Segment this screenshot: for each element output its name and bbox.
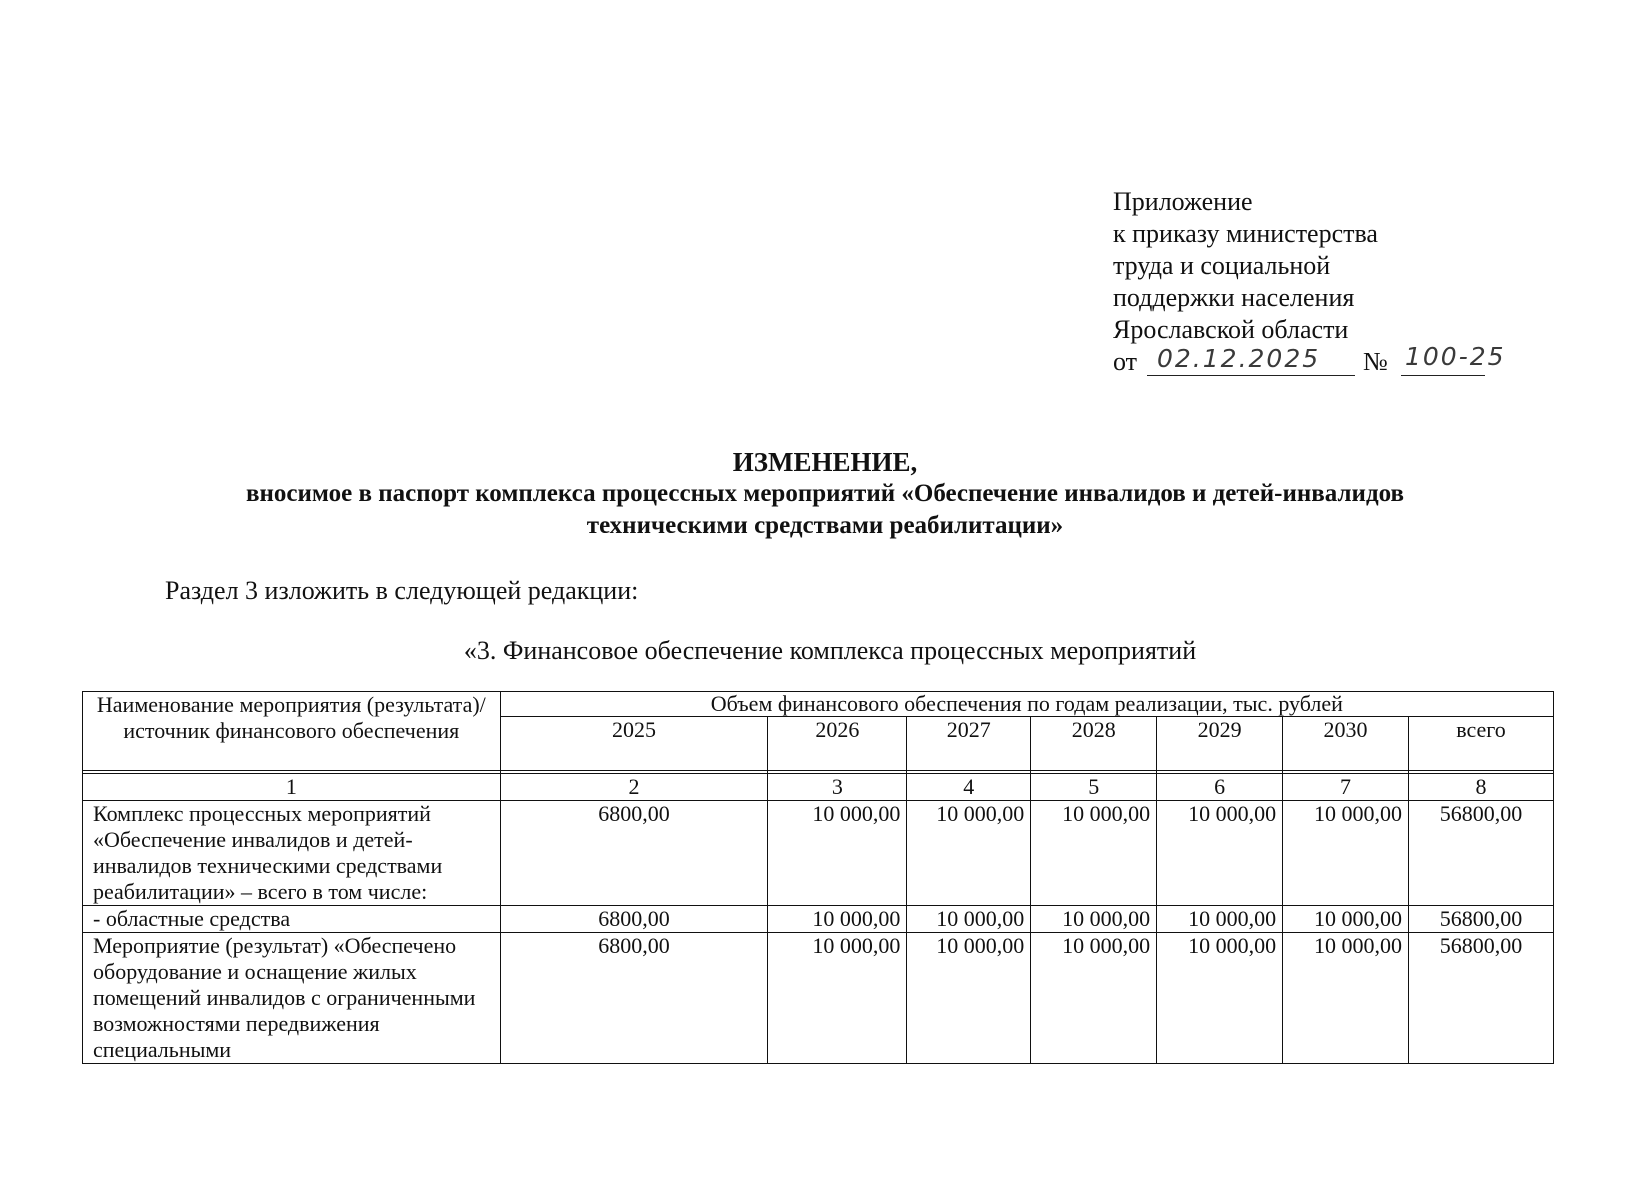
number-label: №	[1363, 347, 1388, 376]
header-year: 2025	[500, 717, 768, 771]
header-name-col: Наименование мероприятия (результата)/ источник финансового обеспечения	[83, 692, 501, 771]
header-year: 2027	[907, 717, 1031, 771]
row-value: 10 000,00	[1283, 933, 1409, 1064]
row-value: 10 000,00	[907, 933, 1031, 1064]
header-group: Объем финансового обеспечения по годам реализации, тыс. рублей	[500, 692, 1553, 717]
header-row-group	[83, 692, 1554, 717]
subsection-title: «3. Финансовое обеспечение комплекса процессных мероприятий	[463, 636, 1197, 665]
column-number: 3	[768, 774, 907, 801]
handwritten-number: 100-25	[1405, 342, 1506, 371]
column-number: 2	[500, 774, 768, 801]
row-value: 10 000,00	[768, 801, 907, 906]
column-number: 6	[1157, 774, 1283, 801]
row-value: 10 000,00	[768, 933, 907, 1064]
column-number: 8	[1409, 774, 1554, 801]
row-value: 10 000,00	[1157, 933, 1283, 1064]
column-number: 5	[1031, 774, 1157, 801]
row-name: - областные средства	[83, 906, 501, 933]
financing-table	[82, 691, 1554, 1064]
row-value: 10 000,00	[907, 801, 1031, 906]
row-value: 10 000,00	[1157, 801, 1283, 906]
table-row	[83, 801, 1554, 906]
row-name: Комплекс процессных мероприятий «Обеспечение инвалидов и детей-инвалидов техническими средствами реабилитации» – всего в том числе:	[83, 801, 501, 906]
row-value: 6800,00	[500, 906, 768, 933]
handwritten-date: 02.12.2025	[1157, 344, 1321, 373]
appendix-line: поддержки населения	[1113, 283, 1355, 312]
row-value: 10 000,00	[1031, 933, 1157, 1064]
column-number-row	[83, 774, 1554, 801]
header-year: всего	[1409, 717, 1554, 771]
column-number: 7	[1283, 774, 1409, 801]
title-line-1: ИЗМЕНЕНИЕ,	[732, 447, 918, 477]
appendix-line: Ярославской области	[1113, 315, 1349, 344]
row-value: 6800,00	[500, 801, 768, 906]
date-label: от	[1113, 347, 1138, 376]
row-value: 10 000,00	[768, 906, 907, 933]
row-value: 10 000,00	[1031, 906, 1157, 933]
title-line-3: техническими средствами реабилитации»	[586, 512, 1064, 539]
row-value: 10 000,00	[1283, 801, 1409, 906]
appendix-block	[1113, 186, 1506, 380]
row-value: 56800,00	[1409, 906, 1554, 933]
header-year: 2028	[1031, 717, 1157, 771]
row-value: 10 000,00	[1031, 801, 1157, 906]
row-name: Мероприятие (результат) «Обеспечено оборудование и оснащение жилых помещений инвалидов с ограниченными возможностями передвижения специальными	[83, 933, 501, 1064]
header-year: 2030	[1283, 717, 1409, 771]
title-line-2: вносимое в паспорт комплекса процессных мероприятий «Обеспечение инвалидов и детей-инвалидов	[246, 480, 1404, 507]
row-value: 6800,00	[500, 933, 768, 1064]
column-number: 4	[907, 774, 1031, 801]
number-underline	[1401, 375, 1485, 376]
row-value: 56800,00	[1409, 801, 1554, 906]
table-row	[83, 906, 1554, 933]
header-year: 2026	[768, 717, 907, 771]
table-row	[83, 933, 1554, 1064]
appendix-line: Приложение	[1113, 187, 1253, 216]
row-value: 10 000,00	[1157, 906, 1283, 933]
date-number-line	[1113, 342, 1506, 380]
row-value: 56800,00	[1409, 933, 1554, 1064]
appendix-line: труда и социальной	[1113, 251, 1331, 280]
header-year: 2029	[1157, 717, 1283, 771]
appendix-line: к приказу министерства	[1113, 219, 1378, 248]
column-number: 1	[83, 774, 501, 801]
section-instruction: Раздел 3 изложить в следующей редакции:	[165, 576, 639, 605]
date-underline	[1147, 375, 1355, 376]
row-value: 10 000,00	[907, 906, 1031, 933]
row-value: 10 000,00	[1283, 906, 1409, 933]
document-title	[0, 446, 1650, 542]
